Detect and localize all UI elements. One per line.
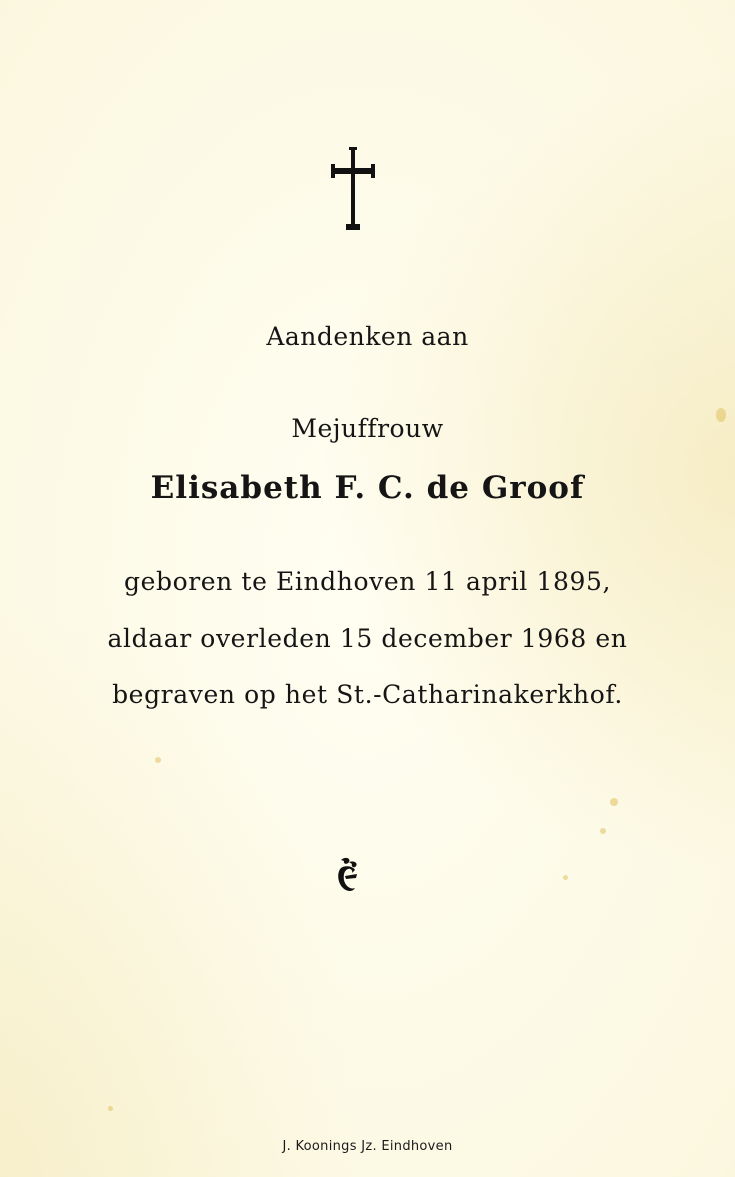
paper-stain <box>610 798 618 806</box>
paper-stain <box>155 757 161 763</box>
paper-stain <box>563 875 568 880</box>
latin-cross-icon <box>327 146 379 232</box>
intro-text: Aandenken aan <box>266 322 469 351</box>
death-line: aldaar overleden 15 december 1968 en <box>107 624 628 653</box>
printer-credit: J. Koonings Jz. Eindhoven <box>282 1139 453 1154</box>
floral-ornament-icon <box>335 856 361 896</box>
salutation-text: Mejuffrouw <box>291 414 444 443</box>
burial-line: begraven op het St.-Catharinakerkhof. <box>112 680 623 709</box>
paper-stain <box>600 828 606 834</box>
paper-stain <box>716 408 726 422</box>
birth-line: geboren te Eindhoven 11 april 1895, <box>123 567 612 596</box>
paper-stain <box>108 1106 113 1111</box>
deceased-name: Elisabeth F. C. de Groof <box>150 470 585 506</box>
